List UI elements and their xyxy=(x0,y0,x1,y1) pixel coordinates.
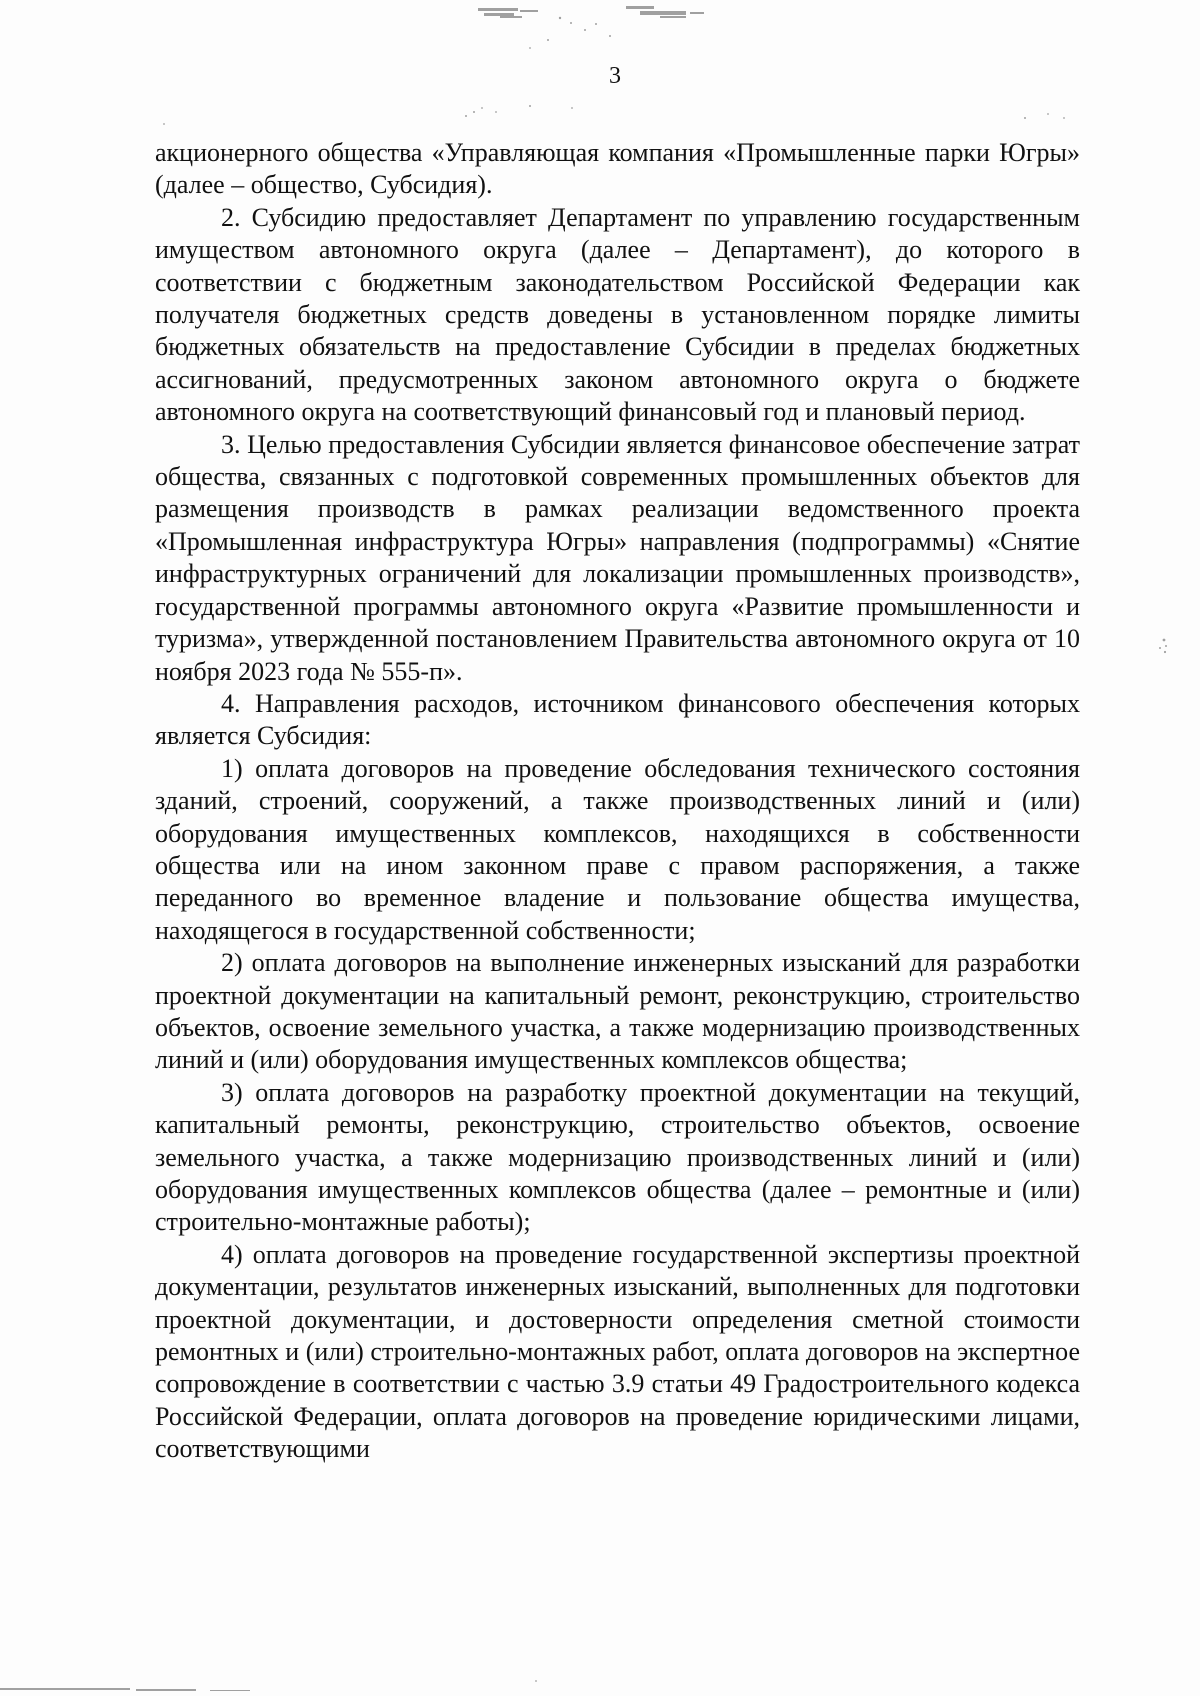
paragraph-4-item-3: 3) оплата договоров на разработку проектной документации на текущий, капитальный ремонты, реконструкцию, строительство объектов, освоение земельного участка, а также модернизацию производственных линий и (или) оборудования имущественных комплексов общества (далее – ремонтные и (или) строительно-монтажные работы); xyxy=(155,1077,1080,1237)
document-body xyxy=(155,137,1080,1466)
paragraph-4-item-1: 1) оплата договоров на проведение обследования технического состояния зданий, строений, сооружений, а также производственных линий и (или) оборудования имущественных комплексов, находящихся в собственности общества или на ином законном праве с правом распоряжения, а также переданного во временное владение и пользование общества имущества, находящегося в государственной собственности; xyxy=(155,753,1080,945)
paragraph-2: 2. Субсидию предоставляет Департамент по управлению государственным имуществом автономного округа (далее – Департамент), до которого в соответствии с бюджетным законодательством Российской Федерации как получателя бюджетных средств доведены в установленном порядке лимиты бюджетных обязательств на предоставление Субсидии в пределах бюджетных ассигнований, предусмотренных законом автономного округа о бюджете автономного округа на соответствующий финансовый год и плановый период. xyxy=(155,202,1080,427)
paragraph-continuation: акционерного общества «Управляющая компания «Промышленные парки Югры» (далее – общество, Субсидия). xyxy=(155,138,1080,200)
paragraph-4-item-4: 4) оплата договоров на проведение государственной экспертизы проектной документации, результатов инженерных изысканий, выполненных для подготовки проектной документации, и достоверности определения сметной стоимости ремонтных и (или) строительно-монтажных работ, оплата договоров на экспертное сопровождение в соответствии с частью 3.9 статьи 49 Градостроительного кодекса Российской Федерации, оплата договоров на проведение юридическими лицами, соответствующими xyxy=(155,1239,1080,1464)
paragraph-4-item-2: 2) оплата договоров на выполнение инженерных изысканий для разработки проектной документации на капитальный ремонт, реконструкцию, строительство объектов, освоение земельного участка, а также модернизацию производственных линий и (или) оборудования имущественных комплексов общества; xyxy=(155,948,1080,1075)
paragraph-3: 3. Целью предоставления Субсидии является финансовое обеспечение затрат общества, связанных с подготовкой современных промышленных объектов для размещения производств в рамках реализации ведомственного проекта «Промышленная инфраструктура Югры» направления (подпрограммы) «Снятие инфраструктурных ограничений для локализации промышленных производств», государственной программы автономного округа «Развитие промышленности и туризма», утвержденной постановлением Правительства автономного округа от 10 ноября 2023 года № 555-п». xyxy=(155,429,1080,686)
paragraph-4: 4. Направления расходов, источником финансового обеспечения которых является Субсидия: xyxy=(155,688,1080,751)
page-number: 3 xyxy=(609,63,621,89)
